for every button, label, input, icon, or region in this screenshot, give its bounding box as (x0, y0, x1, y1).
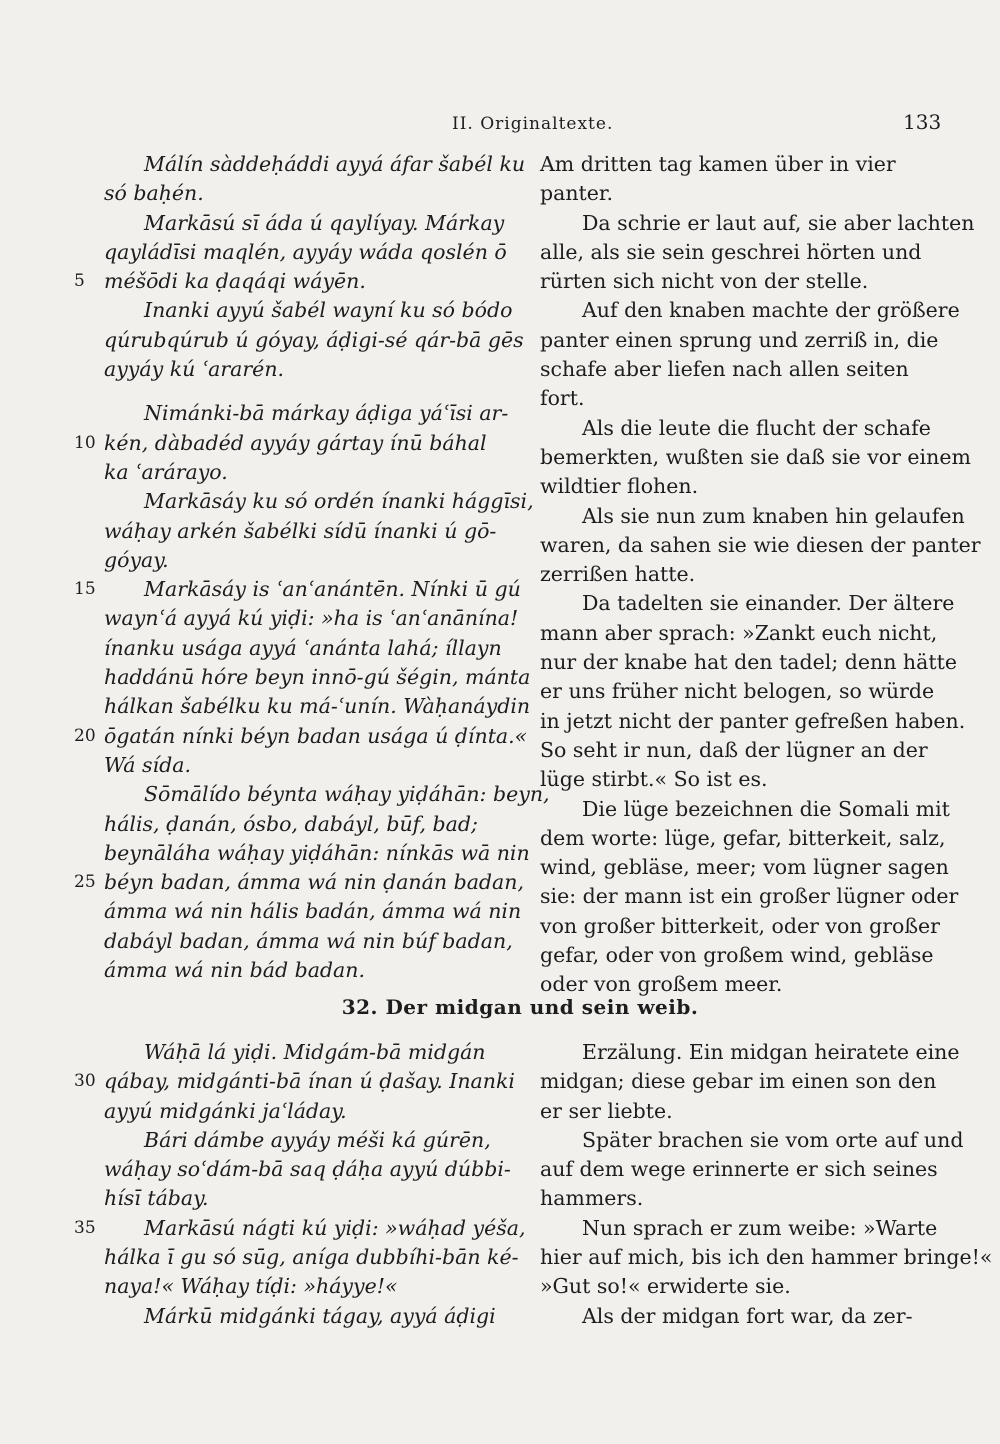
text-line: mann aber sprach: »Zankt euch nicht, (540, 620, 938, 645)
somali-line (104, 1184, 524, 1213)
somali-line (104, 927, 524, 956)
somali-line (74, 722, 528, 751)
text-line: Die lüge bezeichnen die Somali mit (582, 796, 950, 821)
text-line: Später brachen sie vom orte auf und (582, 1127, 964, 1152)
german-line (540, 384, 945, 413)
german-line (540, 707, 966, 736)
text-line: hammers. (540, 1186, 644, 1211)
german-line (540, 765, 945, 794)
somali-line (104, 296, 524, 325)
section-heading-text: 32. Der midgan und sein weib. (341, 995, 699, 1019)
german-line (540, 589, 955, 618)
text-line: só baḥén. (104, 181, 204, 206)
text-line: oder von großem meer. (540, 972, 783, 997)
line-number: 30 (74, 1071, 96, 1092)
text-line: hális, ḍanán, ósbo, dabáyl, būf, bad; (104, 811, 478, 836)
somali-line (104, 238, 524, 267)
german-line (540, 1243, 993, 1272)
text-line: nur der knabe hat den tadel; denn hätte (540, 650, 957, 675)
somali-line (104, 751, 524, 780)
text-line: zerrißen hatte. (540, 562, 696, 587)
text-line: Bári dámbe ayyáy méši ká gúrēn, (144, 1127, 491, 1152)
line-number: 15 (74, 579, 96, 600)
german-line (540, 648, 957, 677)
german-translation-column-top (540, 150, 981, 1000)
somali-line (104, 1243, 524, 1272)
somali-line (74, 1214, 526, 1243)
text-line: So seht ir nun, daß der lügner an der (540, 737, 928, 762)
somali-line (104, 1302, 524, 1331)
german-line (540, 619, 945, 648)
somali-line (104, 1155, 524, 1184)
text-line: panter einen sprung und zerriß in, die (540, 327, 939, 352)
text-line: lüge stirbt.« So ist es. (540, 767, 768, 792)
page-number: 133 (903, 110, 942, 134)
somali-line (104, 355, 524, 384)
text-line: wáḥay arkén šabélki sídū ínanki ú gō- (104, 518, 497, 543)
text-line: beynāláha wáḥay yiḍáhān: nínkās wā nin (104, 840, 530, 865)
text-line: naya!« Wáḥay tíḍi: »háyye!« (104, 1274, 398, 1299)
text-line: hálkan šabélku ku má-ʿunín. Wàḥanáydin (104, 694, 531, 719)
text-line: Markāsú sī áda ú qaylíyay. Márkay (144, 210, 505, 235)
german-line (540, 853, 949, 882)
german-line (540, 238, 945, 267)
section-heading (0, 995, 1000, 1019)
somali-line (74, 575, 524, 604)
somali-line (104, 517, 524, 546)
text-line: qúrubqúrub ú góyay, áḍigi-sé qár-bā gēs (104, 327, 524, 352)
text-line: méšōdi ka ḍaqáqi wáyēn. (104, 269, 366, 294)
german-line (540, 179, 945, 208)
line-number: 20 (74, 725, 96, 746)
text-line: Sōmālído béynta wáḥay yiḍáhān: beyn, (144, 782, 550, 807)
german-line (540, 1302, 945, 1331)
text-line: wildtier flohen. (540, 474, 699, 499)
paragraph-gap (104, 384, 524, 399)
text-line: von großer bitterkeit, oder von großer (540, 913, 940, 938)
somali-line (104, 663, 531, 692)
text-line: schafe aber liefen nach allen seiten (540, 357, 909, 382)
somali-line (104, 1126, 524, 1155)
german-line (540, 824, 945, 853)
text-line: midgan; diese gebar im einen son den (540, 1069, 937, 1094)
somali-line (104, 839, 530, 868)
german-line (540, 443, 971, 472)
text-line: hísī tábay. (104, 1186, 209, 1211)
text-line: waren, da sahen sie wie diesen der panter (540, 532, 981, 557)
text-line: Nimánki-bā márkay áḍiga yáʿīsi ar- (144, 401, 509, 426)
text-line: ōgatán nínki béyn badan usága ú ḍínta.« (104, 723, 528, 748)
text-line: Als sie nun zum knaben hin gelaufen (582, 503, 965, 528)
somali-line (74, 429, 524, 458)
text-line: kén, dàbadéd ayyáy gártay ínū báhal (104, 430, 487, 455)
text-line: Markāsú nágti kú yiḍi: »wáḥad yéša, (144, 1215, 526, 1240)
text-line: gefar, oder von großem wind, gebläse (540, 943, 934, 968)
text-line: Inanki ayyú šabél wayní ku só bódo (144, 298, 513, 323)
german-line (540, 882, 959, 911)
german-line (540, 267, 945, 296)
text-line: Am dritten tag kamen über in vier (540, 152, 896, 176)
german-line (540, 414, 945, 443)
somali-line (104, 326, 524, 355)
somali-line (104, 956, 524, 985)
somali-line (74, 267, 524, 296)
text-line: ka ʿarárayo. (104, 459, 228, 484)
text-line: er ser liebte. (540, 1098, 673, 1123)
german-line (540, 472, 945, 501)
text-line: béyn badan, ámma wá nin ḍanán badan, (104, 870, 524, 895)
german-line (540, 150, 945, 179)
german-line (540, 1155, 945, 1184)
german-line (540, 296, 960, 325)
text-line: in jetzt nicht der panter gefreßen haben. (540, 708, 966, 733)
text-line: ayyú midgánki jaʿláday. (104, 1098, 347, 1123)
german-line (540, 912, 945, 941)
text-line: Márkū midgánki tágay, ayyá áḍigi (144, 1303, 496, 1328)
somali-text-column-top (74, 150, 550, 985)
somali-line (104, 634, 524, 663)
german-line (540, 355, 945, 384)
line-number: 5 (74, 271, 85, 292)
somali-line (104, 780, 550, 809)
text-line: Erzälung. Ein midgan heiratete eine (582, 1040, 960, 1064)
german-line (540, 209, 975, 238)
text-line: ámma wá nin hális badán, ámma wá nin (104, 899, 522, 924)
german-line (540, 941, 945, 970)
text-line: dem worte: lüge, gefar, bitterkeit, salz, (540, 825, 946, 850)
somali-line (104, 1272, 524, 1301)
somali-line (104, 150, 524, 179)
text-line: Da schrie er laut auf, sie aber lachten (582, 210, 975, 235)
somali-line (104, 487, 534, 516)
text-line: haddánū hóre beyn innō-gú šégin, mánta (104, 665, 531, 690)
text-line: ámma wá nin bád badan. (104, 958, 365, 983)
somali-line (104, 1097, 524, 1126)
text-line: sie: der mann ist ein großer lügner oder (540, 884, 959, 909)
text-line: Auf den knaben machte der größere (582, 298, 960, 323)
text-line: alle, als sie sein geschrei hörten und (540, 239, 922, 264)
somali-line (74, 868, 524, 897)
german-line (540, 326, 945, 355)
somali-line (104, 1038, 524, 1067)
text-line: fort. (540, 386, 585, 411)
german-line (540, 677, 945, 706)
german-line (540, 1097, 945, 1126)
german-line (540, 1126, 964, 1155)
somali-line (74, 1067, 524, 1096)
text-line: Málín sàddeḥáddi ayyá áfar šabél ku (144, 152, 526, 176)
somali-line (104, 458, 524, 487)
german-line (540, 560, 945, 589)
german-line (540, 1038, 960, 1067)
text-line: Nun sprach er zum weibe: »Warte (582, 1215, 938, 1240)
somali-line (104, 692, 531, 721)
somali-line (104, 604, 524, 633)
text-line: rürten sich nicht von der stelle. (540, 269, 869, 294)
text-line: panter. (540, 181, 613, 206)
somali-line (104, 209, 524, 238)
german-line (540, 531, 981, 560)
text-line: Markāsáy is ʿanʿanántēn. Nínki ū gú (144, 577, 521, 602)
text-line: hálka ī gu só sūg, aníga dubbíhi-bān ké- (104, 1245, 519, 1270)
german-line (540, 736, 945, 765)
text-line: góyay. (104, 547, 169, 572)
somali-line (104, 810, 524, 839)
line-number: 25 (74, 872, 96, 893)
german-line (540, 1214, 945, 1243)
text-line: ayyáy kú ʿararén. (104, 357, 285, 382)
text-line: hier auf mich, bis ich den hammer bringe!« (540, 1245, 993, 1270)
text-line: Als die leute die flucht der schafe (582, 415, 931, 440)
text-line: wind, gebläse, meer; vom lügner sagen (540, 855, 949, 880)
text-line: Da tadelten sie einander. Der ältere (582, 591, 955, 616)
text-line: Wá sída. (104, 752, 191, 777)
header-title: II. Originaltexte. (452, 114, 614, 134)
text-line: wáḥay soʿdám-bā saq ḍáḥa ayyú dúbbi- (104, 1157, 511, 1182)
text-line: Markāsáy ku só ordén ínanki hággīsi, (144, 489, 534, 514)
running-header (0, 110, 1000, 140)
german-translation-column-bottom (540, 1038, 993, 1331)
text-line: ínanku usága ayyá ʿanánta lahá; íllayn (104, 635, 502, 660)
line-number: 35 (74, 1217, 96, 1238)
somali-line (104, 546, 524, 575)
text-line: waynʿá ayyá kú yiḍi: »ha is ʿanʿanānína! (104, 606, 519, 631)
german-line (540, 1184, 945, 1213)
german-line (540, 1272, 945, 1301)
somali-line (104, 179, 524, 208)
somali-text-column-bottom (74, 1038, 526, 1331)
somali-line (104, 399, 524, 428)
german-line (540, 1067, 945, 1096)
text-line: er uns früher nicht belogen, so würde (540, 679, 935, 704)
somali-line (104, 897, 524, 926)
german-line (540, 502, 965, 531)
german-line (540, 795, 950, 824)
text-line: Als der midgan fort war, da zer- (582, 1303, 913, 1328)
text-line: »Gut so!« erwiderte sie. (540, 1274, 791, 1299)
line-number: 10 (74, 432, 96, 453)
text-line: Wáḥā lá yiḍi. Midgám-bā midgán (144, 1040, 486, 1064)
text-line: dabáyl badan, ámma wá nin búf badan, (104, 928, 513, 953)
text-line: qábay, midgánti-bā ínan ú ḍašay. Inanki (104, 1069, 515, 1094)
text-line: bemerkten, wußten sie daß sie vor einem (540, 444, 971, 469)
text-line: qayládīsi maqlén, ayyáy wáda qoslén ō (104, 239, 507, 264)
text-line: auf dem wege erinnerte er sich seines (540, 1157, 938, 1182)
